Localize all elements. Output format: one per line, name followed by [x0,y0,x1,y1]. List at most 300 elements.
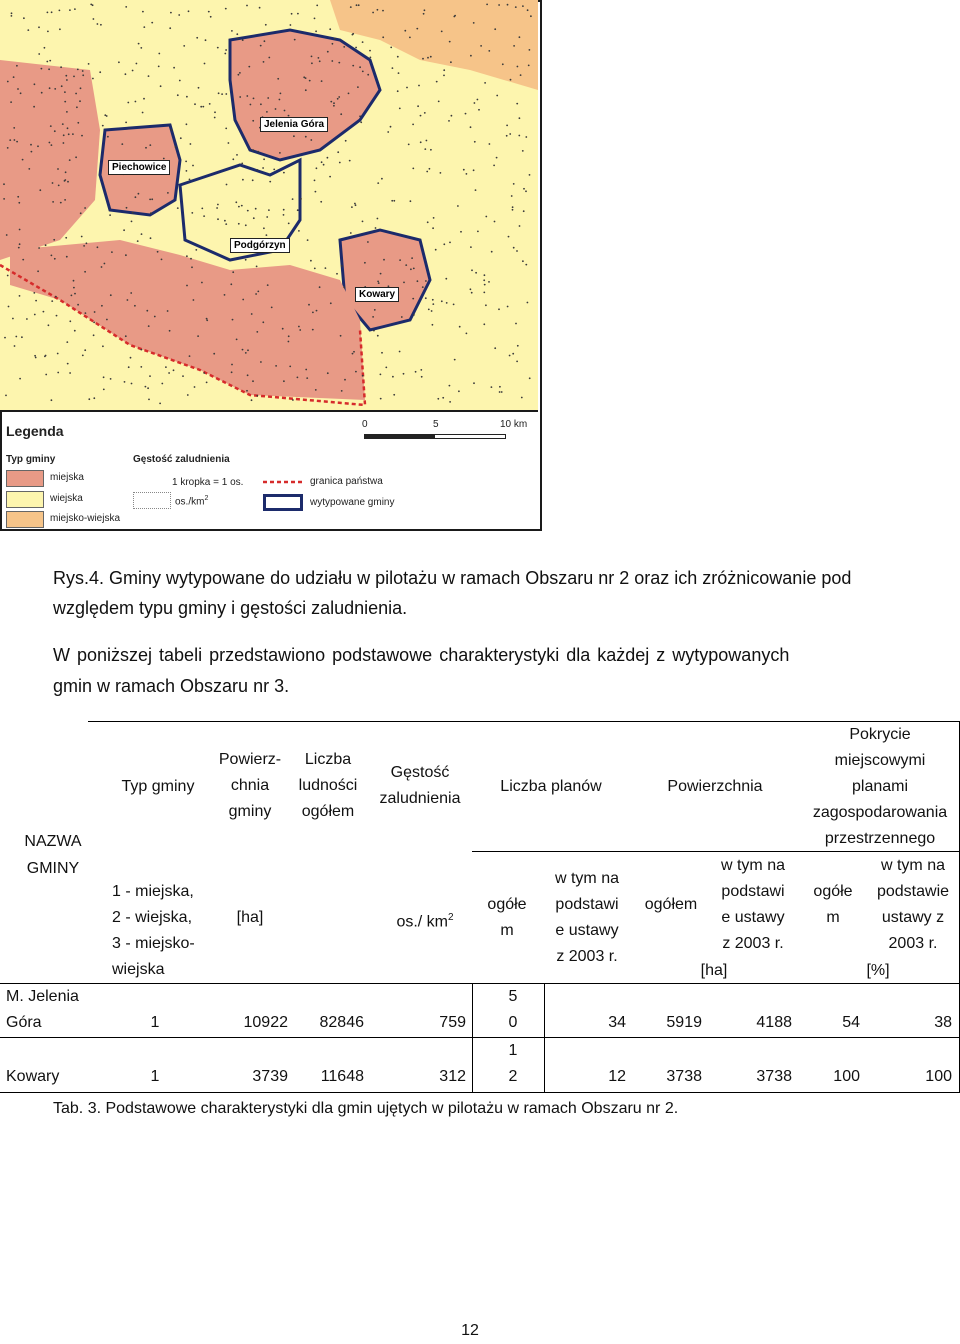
population-dot [148,325,150,327]
population-dot [84,207,86,209]
header-coverage-2003: w tym na podstawie ustawy z 2003 r. [876,857,950,952]
cell-coverage-total: 54 [842,1014,860,1031]
population-dot [431,310,433,312]
population-dot [197,335,199,337]
population-dot [408,144,410,146]
population-dot [424,148,426,150]
population-dot [236,339,238,341]
population-dot [445,278,447,280]
population-dot [93,322,95,324]
population-dot [64,101,66,103]
population-dot [420,141,422,143]
population-dot [76,106,78,108]
population-dot [416,28,418,30]
population-dot [64,179,66,181]
population-dot [238,206,240,208]
population-dot [63,134,65,136]
population-dot [437,398,439,400]
population-dot [525,264,527,266]
population-dot [309,80,311,82]
population-dot [422,286,424,288]
figure-caption-line2: względem typu gminy i gęstości zaludnienia. [53,598,408,618]
population-dot [292,198,294,200]
population-dot [450,61,452,63]
population-dot [411,257,413,259]
population-dot [148,399,150,401]
population-dot [10,101,12,103]
cell-density: 759 [439,1014,466,1031]
population-dot [314,18,316,20]
population-dot [149,144,151,146]
population-dot [339,162,341,164]
population-dot [397,56,399,58]
population-dot [178,14,180,16]
population-dot [246,390,248,392]
population-dot [430,56,432,58]
population-dot [241,205,243,207]
population-dot [300,198,302,200]
population-dot [140,47,142,49]
population-dot [269,181,271,183]
legend-label-miejska: miejska [50,472,84,483]
population-dot [88,398,90,400]
population-dot [141,233,143,235]
population-dot [432,324,434,326]
population-dot [485,304,487,306]
legend-swatch-wiejska [6,491,44,508]
population-dot [483,292,485,294]
population-dot [158,66,160,68]
population-dot [284,110,286,112]
population-dot [306,377,308,379]
population-dot [360,121,362,123]
population-dot [79,100,81,102]
population-dot [39,189,41,191]
population-dot [374,309,376,311]
legend-selected-swatch [263,494,303,511]
population-dot [69,159,71,161]
population-dot [321,161,323,163]
population-dot [46,61,48,63]
population-dot [484,82,486,84]
population-dot [433,217,435,219]
population-dot [432,303,434,305]
population-dot [217,47,219,49]
population-dot [17,196,19,198]
population-dot [399,259,401,261]
population-dot [351,206,353,208]
population-dot [484,274,486,276]
population-dot [340,113,342,115]
population-dot [513,183,515,185]
population-dot [310,260,312,262]
population-dot [520,74,522,76]
cell-population: 82846 [319,1014,364,1031]
population-dot [232,158,234,160]
population-dot [494,347,496,349]
population-dot [6,234,8,236]
population-dot [256,331,258,333]
scale-label-0: 0 [362,419,368,430]
population-dot [204,63,206,65]
population-dot [231,30,233,32]
population-dot [93,397,95,399]
cell-name: M. Jelenia [6,988,79,1005]
population-dot [403,282,405,284]
population-dot [506,135,508,137]
population-dot [65,75,67,77]
population-dot [250,104,252,106]
population-dot [417,105,419,107]
population-dot [453,16,455,18]
population-dot [491,251,493,253]
population-dot [88,63,90,65]
page-number: 12 [461,1322,479,1339]
population-dot [443,243,445,245]
population-dot [292,399,294,401]
population-dot [406,87,408,89]
population-dot [283,380,285,382]
population-dot [74,293,76,295]
population-dot [369,50,371,52]
population-dot [236,33,238,35]
population-dot [85,312,87,314]
population-dot [519,225,521,227]
population-dot [186,255,188,257]
population-dot [52,201,54,203]
population-dot [319,286,321,288]
population-dot [325,267,327,269]
population-dot [13,76,15,78]
population-dot [217,218,219,220]
table-line-row1 [0,1037,960,1038]
population-dot [118,61,120,63]
population-dot [443,69,445,71]
population-dot [349,160,351,162]
population-dot [130,357,132,359]
population-dot [77,122,79,124]
population-dot [7,275,9,277]
population-dot [307,239,309,241]
population-dot [336,273,338,275]
population-dot [334,38,336,40]
population-dot [247,374,249,376]
population-dot [393,394,395,396]
population-dot [377,281,379,283]
population-dot [235,201,237,203]
population-dot [260,361,262,363]
population-dot [51,144,53,146]
table-caption: Tab. 3. Podstawowe charakterystyki dla gmin ujętych w pilotażu w ramach Obszaru nr 2. [53,1100,679,1117]
population-dot [352,33,354,35]
intro-line1: W poniższej tabeli przedstawiono podstawowe charakterystyki dla każdej z wytypowanych [53,645,790,665]
population-dot [255,208,257,210]
population-dot [507,306,509,308]
population-dot [132,212,134,214]
population-dot [242,299,244,301]
population-dot [171,129,173,131]
population-dot [23,17,25,19]
population-dot [423,13,425,15]
population-dot [410,200,412,202]
population-dot [262,321,264,323]
population-dot [494,221,496,223]
population-dot [5,395,7,397]
map-label-jelenia-gora: Jelenia Góra [260,117,328,132]
population-dot [283,214,285,216]
population-dot [277,78,279,80]
population-dot [125,254,127,256]
population-dot [426,171,428,173]
population-dot [329,176,331,178]
population-dot [291,13,293,15]
population-dot [522,150,524,152]
population-dot [173,369,175,371]
population-dot [449,385,451,387]
population-dot [38,247,40,249]
population-dot [370,57,372,59]
legend-label-miejsko-wiejska: miejsko-wiejska [50,513,121,524]
population-dot [354,203,356,205]
header-area: Powierz- chnia gminy [218,751,282,820]
population-dot [297,209,299,211]
population-dot [102,125,104,127]
population-dot [449,401,451,403]
population-dot [525,136,527,138]
population-dot [30,144,32,146]
population-dot [67,363,69,365]
population-dot [512,209,514,211]
header-coverage-unit: [%] [866,962,890,979]
population-dot [65,237,67,239]
population-dot [266,234,268,236]
table-line-plans-left [472,983,473,1093]
population-dot [138,43,140,45]
population-dot [435,249,437,251]
population-dot [245,352,247,354]
population-dot [355,371,357,373]
legend-density-swatch [133,492,171,509]
population-dot [381,178,383,180]
population-dot [165,366,167,368]
population-dot [410,268,412,270]
population-dot [182,375,184,377]
population-dot [380,273,382,275]
population-dot [341,265,343,267]
population-dot [145,386,147,388]
population-dot [305,369,307,371]
population-dot [37,145,39,147]
population-dot [453,304,455,306]
header-area-unit: [ha] [236,909,264,926]
population-dot [67,181,69,183]
population-dot [248,66,250,68]
population-dot [47,12,49,14]
legend-density-heading: Gęstość zaludnienia [133,454,230,465]
population-dot [344,379,346,381]
population-dot [99,71,101,73]
population-dot [239,96,241,98]
population-dot [65,171,67,173]
population-dot [282,328,284,330]
population-dot [494,28,496,30]
population-dot [283,172,285,174]
population-dot [203,215,205,217]
figure-caption-line1: Rys.4. Gminy wytypowane do udziału w pilotażu w ramach Obszaru nr 2 oraz ich zróżnicowanie pod [53,568,852,588]
population-dot [516,103,518,105]
cell-coverage-2003: 100 [925,1068,952,1085]
population-dot [217,204,219,206]
population-dot [159,403,161,405]
population-dot [210,16,212,18]
population-dot [142,11,144,13]
population-dot [107,136,109,138]
population-dot [377,335,379,337]
population-dot [68,133,70,135]
population-dot [71,295,73,297]
population-dot [60,66,62,68]
population-dot [140,366,142,368]
population-dot [35,300,37,302]
population-dot [380,398,382,400]
population-dot [525,190,527,192]
population-dot [260,103,262,105]
population-dot [93,334,95,336]
cell-surface-total: 3738 [666,1068,702,1085]
legend-border-label: granica państwa [310,476,383,487]
population-dot [221,93,223,95]
population-dot [69,9,71,11]
population-dot [506,125,508,127]
population-dot [148,75,150,77]
population-dot [475,272,477,274]
population-dot [31,151,33,153]
population-dot [413,314,415,316]
population-dot [470,126,472,128]
population-dot [123,229,125,231]
cell-surface-2003: 4188 [756,1014,792,1031]
population-dot [367,74,369,76]
population-dot [245,259,247,261]
population-dot [451,115,453,117]
population-dot [509,133,511,135]
population-dot [81,236,83,238]
population-dot [175,146,177,148]
population-dot [185,161,187,163]
population-dot [268,209,270,211]
population-dot [154,316,156,318]
population-dot [77,69,79,71]
population-dot [230,283,232,285]
map-image [0,0,538,410]
population-dot [471,269,473,271]
population-dot [142,112,144,114]
population-dot [186,123,188,125]
population-dot [427,221,429,223]
population-dot [263,227,265,229]
population-dot [372,12,374,14]
population-dot [517,345,519,347]
header-plans: Liczba planów [500,778,602,795]
header-surface-unit: [ha] [700,962,728,979]
population-dot [54,130,56,132]
population-dot [471,292,473,294]
population-dot [308,304,310,306]
population-dot [294,39,296,41]
population-dot [26,318,28,320]
population-dot [169,330,171,332]
population-dot [275,108,277,110]
population-dot [333,105,335,107]
population-dot [225,223,227,225]
population-dot [224,53,226,55]
population-dot [188,10,190,12]
population-dot [429,168,431,170]
population-dot [263,61,265,63]
table-line-header-bottom [0,983,960,984]
population-dot [83,245,85,247]
population-dot [242,349,244,351]
population-dot [259,7,261,9]
population-dot [69,372,71,374]
population-dot [241,163,243,165]
population-dot [33,106,35,108]
population-dot [256,266,258,268]
cell-name: Kowary [6,1068,60,1085]
population-dot [51,11,53,13]
population-dot [245,224,247,226]
population-dot [213,353,215,355]
population-dot [103,389,105,391]
population-dot [252,179,254,181]
population-dot [147,387,149,389]
population-dot [496,95,498,97]
population-dot [449,41,451,43]
population-dot [60,202,62,204]
population-dot [59,10,61,12]
population-dot [257,291,259,293]
population-dot [516,361,518,363]
population-dot [135,196,137,198]
intro-line2: gmin w ramach Obszaru nr 3. [53,676,290,696]
cell-coverage-total: 100 [833,1068,860,1085]
population-dot [80,87,82,89]
population-dot [442,397,444,399]
cell-plans-total: 5 0 [508,988,518,1031]
population-dot [463,169,465,171]
population-dot [206,319,208,321]
population-dot [329,28,331,30]
population-dot [446,302,448,304]
population-dot [35,357,37,359]
population-dot [143,26,145,28]
population-dot [265,24,267,26]
population-dot [488,281,490,283]
population-dot [513,247,515,249]
population-dot [66,111,68,113]
population-dot [470,288,472,290]
population-dot [252,120,254,122]
map-figure [0,0,542,531]
population-dot [508,236,510,238]
population-dot [49,142,51,144]
population-dot [340,335,342,337]
population-dot [522,260,524,262]
population-dot [37,270,39,272]
population-dot [225,8,227,10]
population-dot [38,26,40,28]
population-dot [315,30,317,32]
